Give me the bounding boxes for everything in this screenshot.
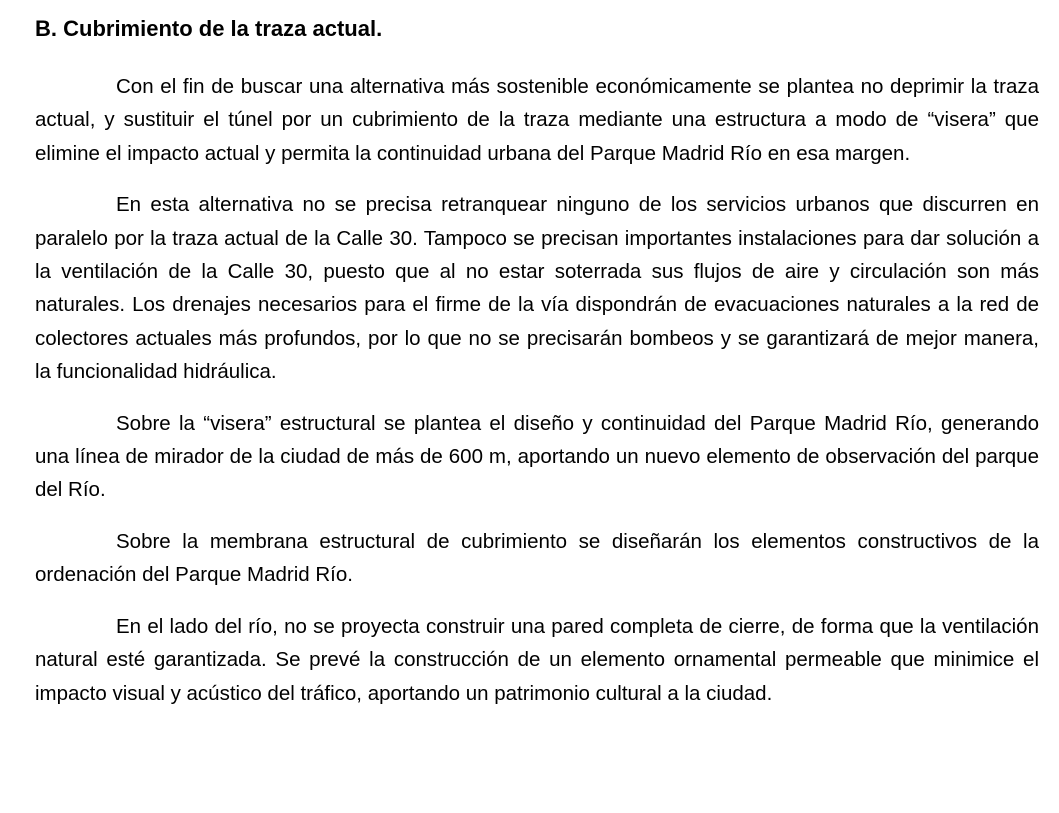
paragraph-3: Sobre la “visera” estructural se plantea el diseño y continuidad del Parque Madrid Río, generando una línea de mirador de la ciudad de más de 600 m, aportando un nuevo elemento de observación del parque del Río.	[35, 411, 1039, 502]
paragraph-2: En esta alternativa no se precisa retranquear ninguno de los servicios urbanos que discurren en paralelo por la traza actual de la Calle 30. Tampoco se precisan importantes instalaciones para dar solución a la ventilación de la Calle 30, puesto que al no estar soterrada sus flujos de aire y circulación son más naturales. Los drenajes necesarios para el firme de la vía dispondrán de evacuaciones naturales a la red de colectores actuales más profundos, por lo que no se precisarán bombeos y se garantizará de mejor manera, la funcionalidad hidráulica.	[35, 193, 1039, 384]
section-heading: B. Cubrimiento de la traza actual.	[35, 16, 383, 41]
paragraph-5: En el lado del río, no se proyecta construir una pared completa de cierre, de forma que la ventilación natural esté garantizada. Se prevé la construcción de un elemento ornamental permeable que minimice el impacto visual y acústico del tráfico, aportando un patrimonio cultural a la ciudad.	[35, 614, 1039, 705]
document-page	[35, 12, 1039, 725]
paragraph-4: Sobre la membrana estructural de cubrimiento se diseñarán los elementos constructivos de la ordenación del Parque Madrid Río.	[35, 529, 1039, 587]
paragraph-1: Con el fin de buscar una alternativa más sostenible económicamente se plantea no deprimir la traza actual, y sustituir el túnel por un cubrimiento de la traza mediante una estructura a modo de “visera” que elimine el impacto actual y permita la continuidad urbana del Parque Madrid Río en esa margen.	[35, 75, 1039, 165]
